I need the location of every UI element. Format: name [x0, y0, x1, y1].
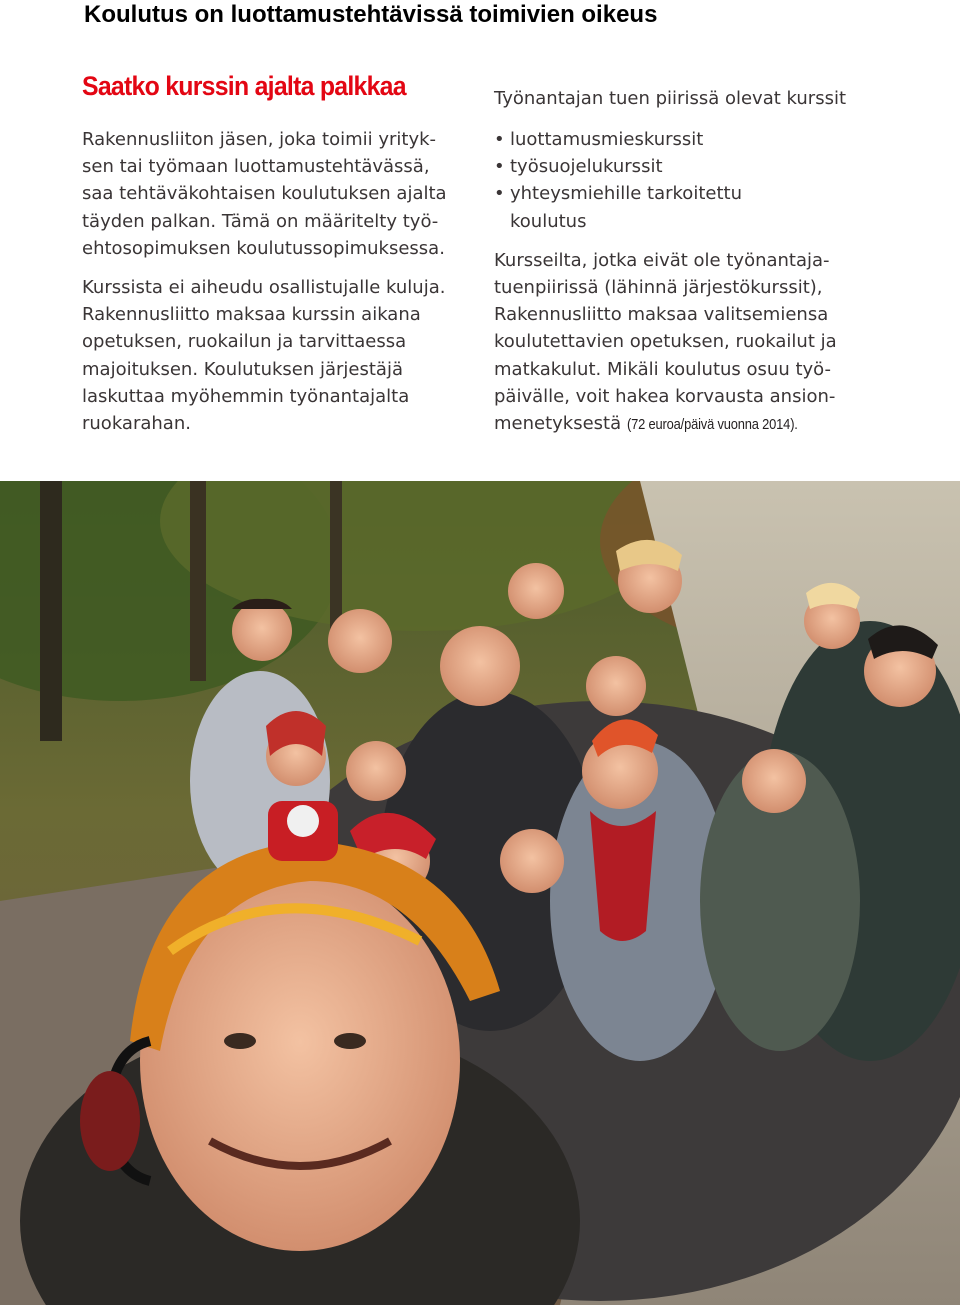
course-list [494, 126, 934, 235]
page-title: Koulutus on luottamustehtävissä toimivien oikeus [84, 1, 658, 28]
group-photo-illustration [0, 481, 960, 1305]
compensation-note: (72 euroa/päivä vuonna 2014). [626, 416, 798, 434]
right-column [494, 84, 934, 450]
salary-paragraph: Rakennusliiton jäsen, joka toimii yrityk- sen tai työmaan luottamustehtävässä, saa tehtäväkohtaisen koulutuksen ajalta täyden palkan. Tämä on määritelty työ- ehtosopimuksen koulutussopimuksessa. [82, 129, 447, 259]
other-courses-paragraph [494, 247, 934, 438]
section-heading: Saatko kurssin ajalta palkkaa [82, 71, 406, 101]
left-column [82, 68, 462, 449]
courses-heading: Työnantajan tuen piirissä olevat kurssit [494, 88, 847, 109]
other-courses-text: Kursseilta, jotka eivät ole työnantaja- tuenpiirissä (lähinnä järjestökurssit), Rakennusliitto maksaa valitsemiensa koulutettavien opetuksen, ruokailut ja matkakulut. Mikäli koulutus osuu työ- päivälle, voit hakea korvausta ansion- menetyksestä [494, 249, 837, 435]
list-item: • luottamusmieskurssit [494, 126, 934, 153]
list-item: • työsuojelukurssit [494, 153, 934, 180]
group-photo [0, 481, 960, 1305]
list-item: • yhteysmiehille tarkoitettu koulutus [494, 180, 934, 234]
costs-paragraph: Kurssista ei aiheudu osallistujalle kuluja. Rakennusliitto maksaa kurssin aikana opetuksen, ruokailun ja tarvittaessa majoituksen. Koulutuksen järjestäjä laskuttaa myöhemmin työnantajalta ruokarahan. [82, 277, 446, 435]
